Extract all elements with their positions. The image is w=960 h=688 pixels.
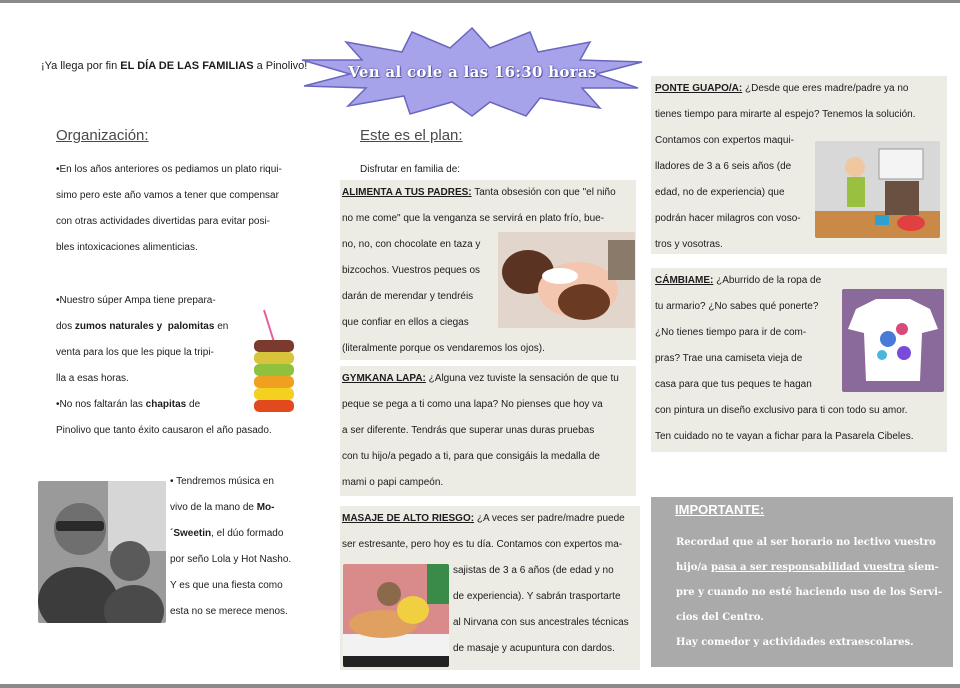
importante-text	[676, 530, 946, 655]
plan-subtitle: Disfrutar en familia de:	[360, 164, 461, 175]
text-span: de	[186, 399, 201, 410]
text-line: pre y cuando no esté haciendo uso de los Servi-	[676, 587, 943, 598]
text-line: Recordad que al ser horario no lectivo vuestro	[676, 537, 936, 548]
guapo-title: PONTE GUAPO/A:	[655, 83, 743, 94]
juice-glass-image	[248, 306, 300, 416]
music-text	[170, 469, 310, 625]
intro-text-end: a Pinolivo!	[253, 60, 308, 72]
intro-line	[41, 60, 307, 72]
text-line	[342, 366, 638, 392]
text-line: •Nuestro súper Ampa tiene prepara-	[56, 295, 216, 306]
text-line: con pintura un diseño exclusivo para ti con todo su amor.	[655, 405, 908, 416]
text-line	[655, 268, 840, 294]
cats-massage-photo	[343, 564, 449, 667]
text-line: casa para que tus peques te hagan	[655, 379, 812, 390]
text-line	[170, 495, 310, 521]
text-span: dos	[56, 321, 75, 332]
musicians-photo	[38, 481, 166, 623]
text-line: ¿No tienes tiempo para ir de com-	[655, 327, 807, 338]
alimenta-title: ALIMENTA A TUS PADRES:	[342, 187, 472, 198]
underlined-span: pasa a ser responsabilidad vuestra	[710, 562, 905, 573]
text-line	[655, 76, 945, 102]
text-line: de masaje y acupuntura con dardos.	[453, 643, 615, 654]
bold-span: zumos naturales y	[74, 321, 163, 332]
text-line	[676, 555, 946, 580]
banner-text: Ven al cole a las 16:30 horas	[348, 63, 597, 81]
text-line: tros y vosotras.	[655, 239, 723, 250]
text-line: sajistas de 3 a 6 años (de edad y no	[453, 565, 614, 576]
text-line: bizcochos. Vuestros peques os	[342, 265, 481, 276]
text-span: vivo de la mano de	[170, 502, 257, 513]
text-line: Hay comedor y actividades extraescolares.	[676, 637, 914, 648]
text-line	[342, 180, 638, 206]
baby-chocolate-photo	[498, 232, 635, 328]
text-line	[170, 521, 310, 547]
text-line: • Tendremos música en	[170, 476, 274, 487]
text-line: tienes tiempo para mirarte al espejo? Tenemos la solución.	[655, 109, 916, 120]
importante-title: IMPORTANTE:	[675, 502, 765, 517]
text-line: tu armario? ¿No sabes qué ponerte?	[655, 301, 819, 312]
text-span: ¿Desde que eres madre/padre ya no	[742, 83, 909, 94]
top-border	[0, 0, 960, 3]
gymkana-title: GYMKANA LAPA:	[342, 373, 426, 384]
text-line: Ten cuidado no te vayan a fichar para la Pasarela Cibeles.	[655, 431, 914, 442]
text-line: no, no, con chocolate en taza y	[342, 239, 481, 250]
gymkana-text	[342, 366, 638, 496]
bottom-border	[0, 684, 960, 688]
intro-bold: EL DÍA DE LAS FAMILIAS	[120, 60, 254, 72]
text-line: (literalmente porque os vendaremos los ojos).	[342, 343, 545, 354]
text-line: Y es que una fiesta como	[170, 580, 283, 591]
bold-span: Mo-	[256, 502, 275, 513]
text-span: en	[214, 321, 229, 332]
text-line	[56, 314, 251, 340]
intro-text: ¡Ya llega por fin	[41, 60, 121, 72]
makeup-kids-photo	[815, 141, 940, 238]
text-line: mami o papi campeón.	[342, 477, 444, 488]
organizacion-heading: Organización:	[56, 127, 149, 144]
text-line: lladores de 3 a 6 seis años (de	[655, 161, 792, 172]
text-line: pras? Trae una camiseta vieja de	[655, 353, 803, 364]
bold-span: ´Sweetin	[170, 528, 212, 539]
text-line: ser estresante, pero hoy es tu día. Contamos con expertos ma-	[342, 539, 623, 550]
text-span: Tanta obsesión con que "el niño	[471, 187, 616, 198]
text-line: esta no se merece menos.	[170, 606, 288, 617]
masaje-title: MASAJE DE ALTO RIESGO:	[342, 513, 475, 524]
text-line: venta para los que les pique la tripi-	[56, 347, 214, 358]
text-line: podrán hacer milagros con voso-	[655, 213, 801, 224]
text-line	[56, 392, 251, 418]
text-line: a ser diferente. Tendrás que superar unas duras pruebas	[342, 425, 595, 436]
text-line: por seño Lola y Hot Nasho.	[170, 554, 292, 565]
text-line: Pinolivo que tanto éxito causaron el año pasado.	[56, 425, 272, 436]
text-line: Contamos con expertos maqui-	[655, 135, 794, 146]
text-span: hijo/a	[676, 562, 711, 573]
organizacion-p2	[56, 288, 251, 418]
text-line: que confiar en ellos a ciegas	[342, 317, 469, 328]
text-line: con otras actividades divertidas para evitar posi-	[56, 216, 270, 227]
text-span: •No nos faltarán las	[56, 399, 146, 410]
text-line	[342, 506, 642, 532]
text-line: con tu hijo/a pegado a ti, para que consigáis la medalla de	[342, 451, 600, 462]
plan-heading: Este es el plan:	[360, 127, 463, 144]
text-span: ¿Alguna vez tuviste la sensación de que tu	[425, 373, 619, 384]
masaje-text-cont	[453, 558, 638, 662]
organizacion-p1	[56, 157, 306, 261]
painted-tshirt-photo	[842, 289, 944, 392]
text-line: bles intoxicaciones alimenticias.	[56, 242, 198, 253]
text-line: edad, no de experiencia) que	[655, 187, 785, 198]
text-line: cios del Centro.	[676, 612, 764, 623]
text-line: simo pero este año vamos a tener que compensar	[56, 190, 279, 201]
text-span: , el dúo formado	[211, 528, 284, 539]
text-line: peque se pega a ti como una lapa? No pienses que hoy va	[342, 399, 603, 410]
cambiame-text	[655, 268, 840, 398]
cambiame-text-end	[655, 398, 947, 450]
text-line: no me come" que la venganza se servirá en plato frío, bue-	[342, 213, 605, 224]
text-line: darán de merendar y tendréis	[342, 291, 474, 302]
text-line: •En los años anteriores os pediamos un plato riqui-	[56, 164, 282, 175]
masaje-text	[342, 506, 642, 558]
text-span: ¿Aburrido de la ropa de	[713, 275, 822, 286]
text-line: de experiencia). Y sabrán trasportarte	[453, 591, 621, 602]
text-line: lla a esas horas.	[56, 373, 129, 384]
text-span: siem-	[904, 562, 939, 573]
text-line: al Nirvana con sus ancestrales técnicas	[453, 617, 629, 628]
bold-span: palomitas	[167, 321, 215, 332]
bold-span: chapitas	[145, 399, 187, 410]
cambiame-title: CÁMBIAME:	[655, 275, 714, 286]
text-span: ¿A veces ser padre/madre puede	[474, 513, 625, 524]
